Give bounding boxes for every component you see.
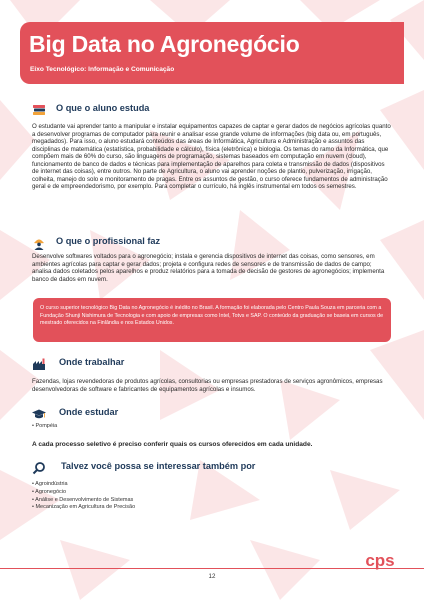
logo-text: cps <box>365 551 395 570</box>
section-text-profissional: Desenvolve softwares voltados para o agronegócio; instala e gerencia dispositivos de internet das coisas, como sensores, em ambientes agrícolas para captar e gerar dados; projeta e configura redes de sensores e de transmissão de dados de campo; analisa dados coletados pelos aparelhos e produz relatórios para a tomada de decisão de gestores de agronegócios; implementa banco de dados em nuvem. <box>32 253 385 283</box>
worker-icon <box>32 236 46 250</box>
page-title: Big Data no Agronegócio <box>29 31 300 57</box>
factory-icon <box>32 357 46 371</box>
list-item: • Análise e Desenvolvimento de Sistemas <box>32 497 135 505</box>
title-banner <box>20 22 404 84</box>
section-heading-estudar <box>32 407 232 421</box>
list-item: • Agronegócio <box>32 489 135 497</box>
section-title: Onde estudar <box>59 407 119 417</box>
list-item: • Agroindústria <box>32 481 135 489</box>
graduation-cap-icon <box>32 407 46 421</box>
callout-text: O curso superior tecnológico Big Data no Agronegócio é inédito no Brasil. A formação foi elaborada pelo Centro Paula Souza em parceria com a Fundação Shunji Nishimura de Tecnologia e com apoio de empresas como Intel, Totvs e SAP. O conteúdo da graduação se baseia em cursos de mestrado oferecidos na Finlândia e nos Estados Unidos. <box>40 305 384 327</box>
section-text-estuda: O estudante vai aprender tanto a manipular e instalar equipamentos capazes de captar e gerar dados de negócios agrícolas quanto a desenvolver programas de computador para reunir e analisar esse grande volume de informações (big data ou, em português, megadados). Para isso, o aluno estudará conteúdos das áreas de Informática, Agricultura e Administração e assuntos das disciplinas de matemática (estatística, probabilidade e cálculo), física (eletrônica) e biologia. Os temas do ramo da Informática, que compõem mais de 60% do curso, são linguagens de programação, sistemas baseados em computação em nuvem (cloud), funcionamento de banco de dados e técnicas para implementação de aparelhos para coleta e transmissão de dados (dispositivos de internet das coisas), entre outros. No parte de Agricultura, o aluno vai aprender noções de plantio, pulverização, irrigação, colheita, manejo do solo e monitoramento de pragas. Entre os assuntos de gestão, o curso oferece fundamentos de administração geral e de empreendedorismo, por exemplo. Para completar o currículo, há inglês instrumental em todos os semestres. <box>32 123 391 191</box>
section-heading-estuda <box>32 103 232 117</box>
selection-note: A cada processo seletivo é preciso conferir quais os cursos oferecidos em cada unidade. <box>32 441 313 448</box>
magnifier-icon <box>32 461 46 475</box>
page-number: 12 <box>208 573 216 580</box>
section-text-trabalhar: Fazendas, lojas revendedoras de produtos agrícolas, consultorias ou empresas prestadoras de serviços agronômicos, empresas desenvolvedoras de software e fabricantes de equipamentos agrícolas e insumos. <box>32 378 383 393</box>
section-heading-profissional <box>32 236 232 250</box>
campus-list <box>32 423 57 431</box>
section-heading-interessar <box>32 461 312 475</box>
list-item: • Pompéia <box>32 423 57 431</box>
section-heading-trabalhar <box>32 357 232 371</box>
cps-logo <box>360 549 400 573</box>
section-title: Onde trabalhar <box>59 357 125 367</box>
related-courses-list <box>32 481 135 512</box>
section-title: O que o profissional faz <box>56 236 161 246</box>
books-icon <box>32 103 46 117</box>
info-callout <box>33 298 391 342</box>
list-item: • Mecanização em Agricultura de Precisão <box>32 504 135 512</box>
section-title: O que o aluno estuda <box>56 103 150 113</box>
page-subtitle: Eixo Tecnológico: Informação e Comunicação <box>30 66 175 73</box>
section-title: Talvez você possa se interessar também por <box>61 461 256 471</box>
